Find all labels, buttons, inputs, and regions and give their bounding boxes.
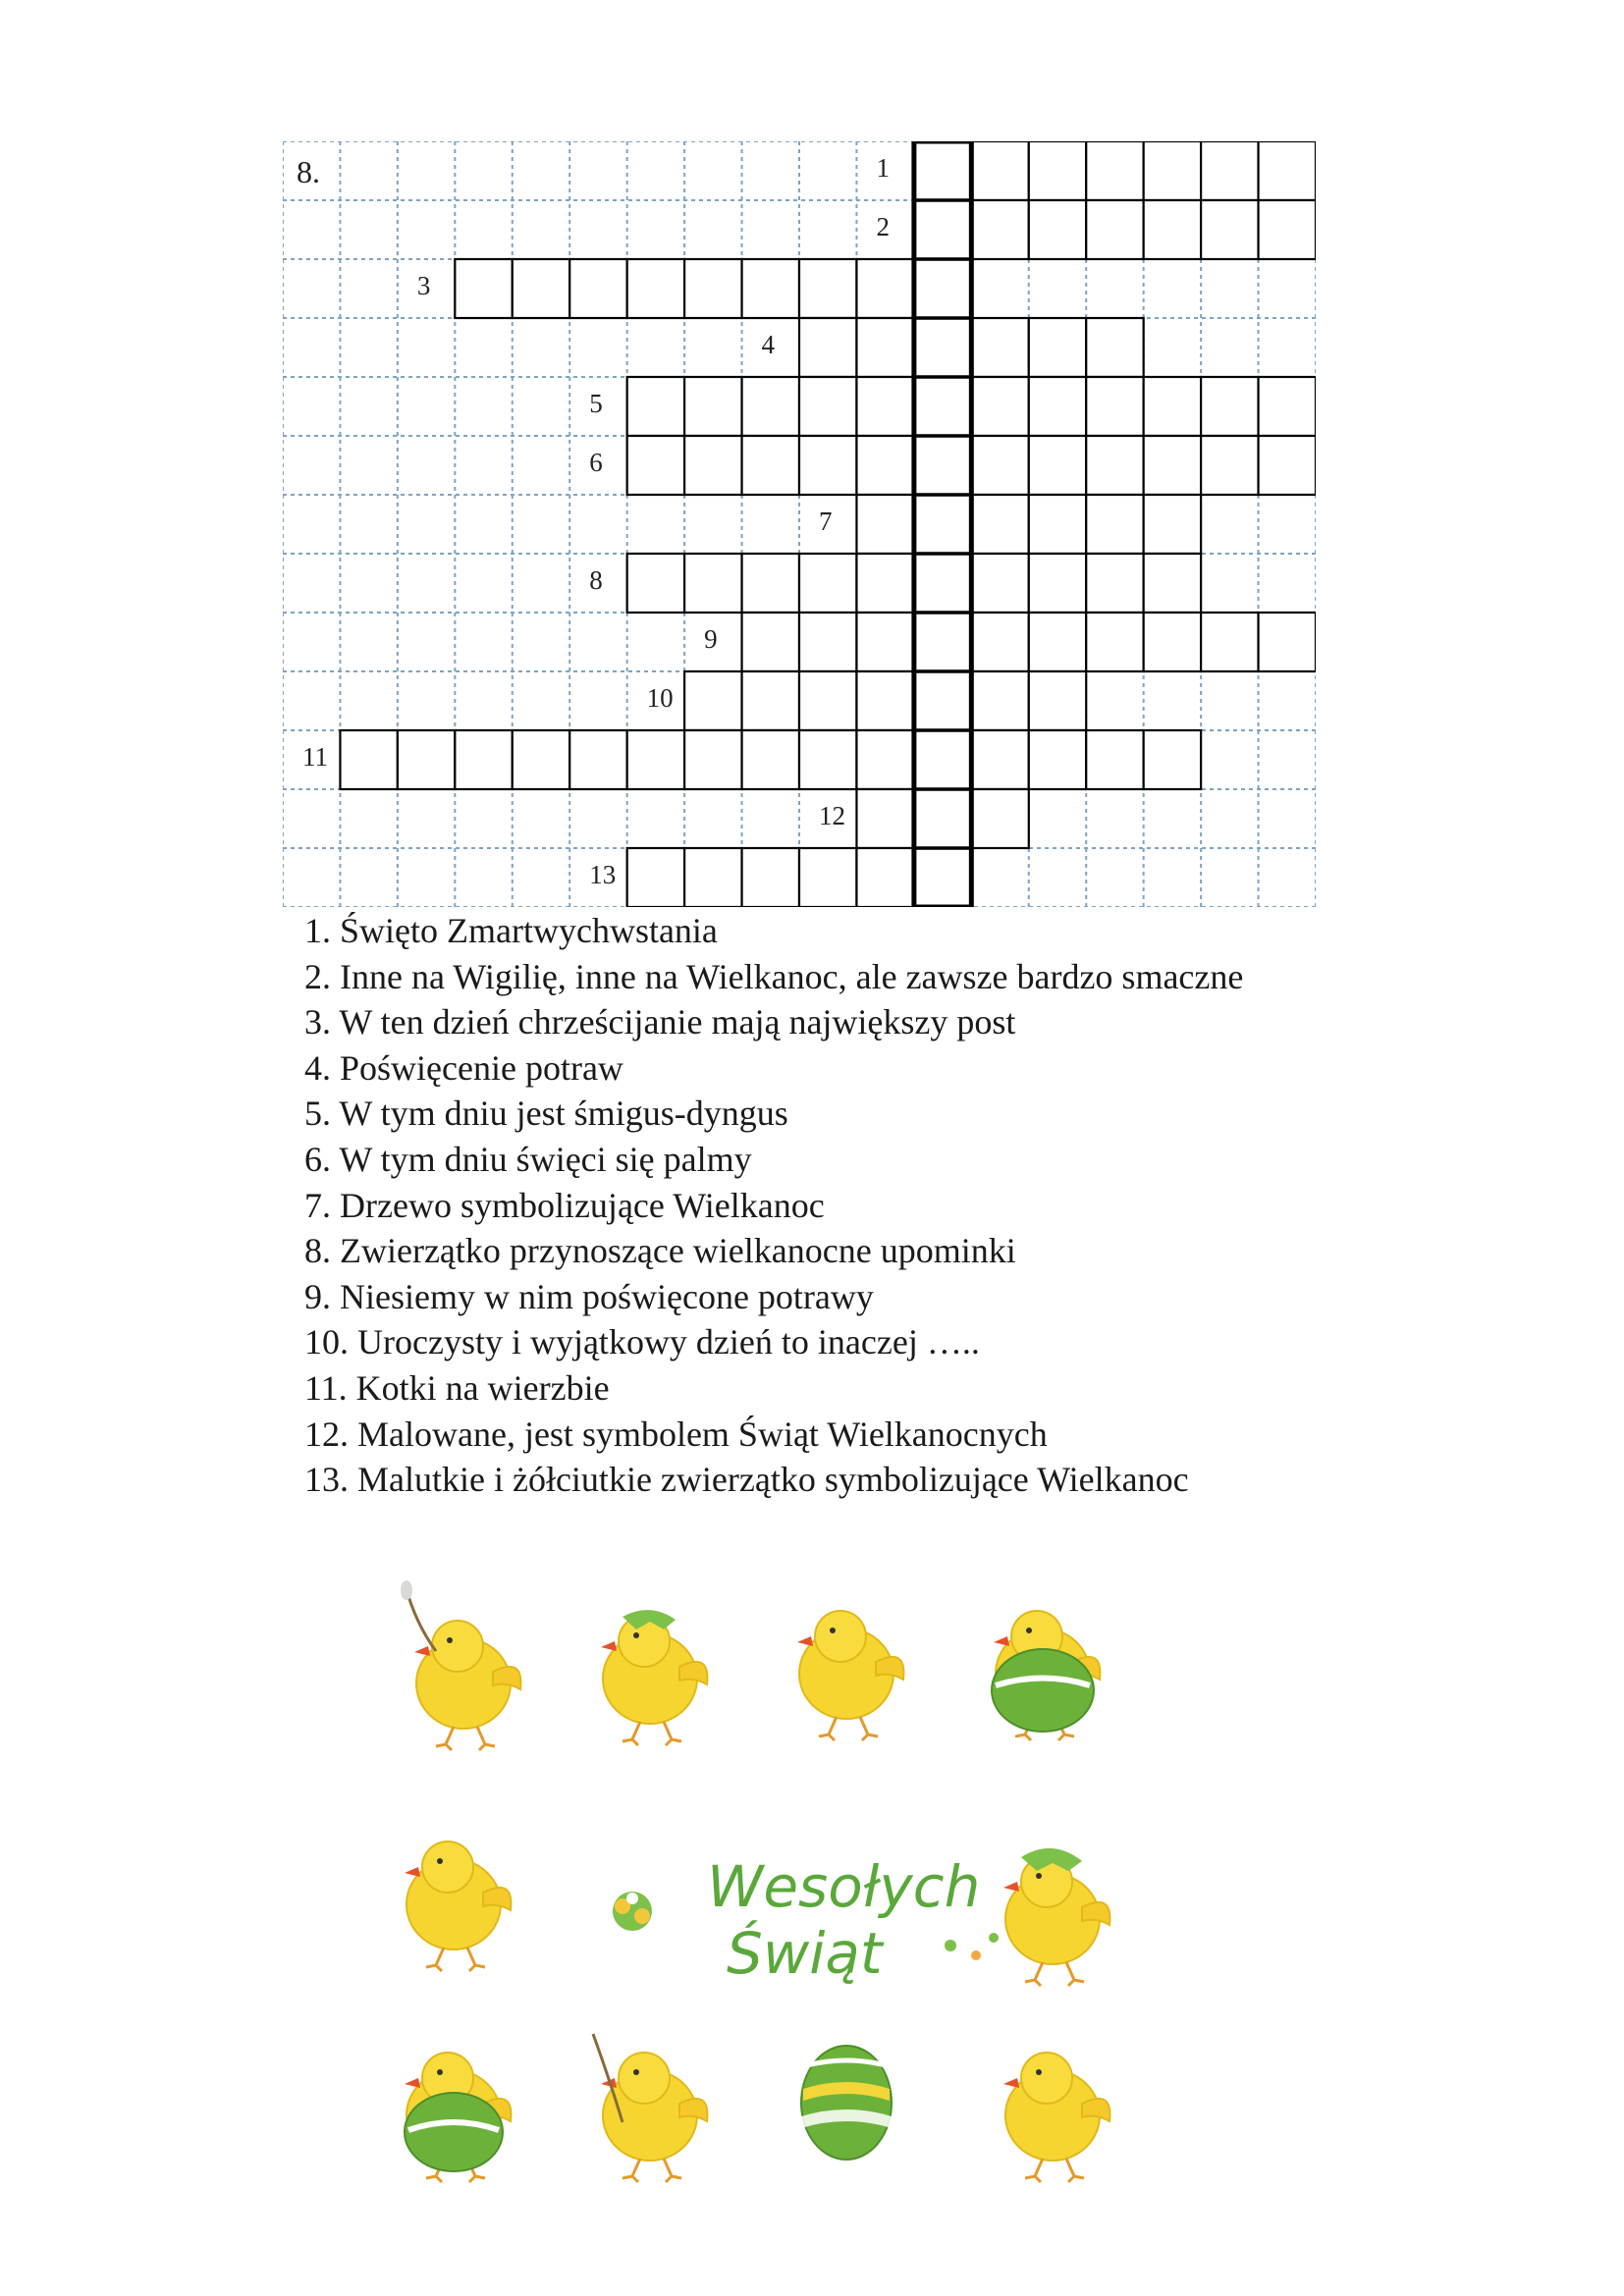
answer-cell-7-5[interactable] (1086, 495, 1143, 554)
green-egg-shell-1 (992, 1649, 1094, 1732)
answer-cell-10-5[interactable] (914, 671, 971, 730)
answer-cell-3-5[interactable] (684, 259, 741, 318)
answer-cell-4-2[interactable] (856, 318, 913, 377)
answer-cell-5-6[interactable] (914, 377, 971, 436)
answer-cell-11-13[interactable] (1029, 730, 1086, 789)
answer-cell-11-8[interactable] (742, 730, 799, 789)
crossword-grid (283, 141, 1316, 907)
green-egg-shell-2 (405, 2093, 503, 2171)
answer-cell-8-5[interactable] (856, 554, 913, 613)
answer-cell-13-5[interactable] (856, 848, 913, 907)
answer-cell-3-7[interactable] (799, 259, 856, 318)
chick-with-catkin-1 (414, 1621, 520, 1750)
answer-cell-6-10[interactable] (1144, 436, 1201, 495)
answer-cell-3-4[interactable] (627, 259, 684, 318)
answer-cell-6-9[interactable] (1086, 436, 1143, 495)
answer-cell-11-7[interactable] (684, 730, 741, 789)
answer-cell-9-4[interactable] (914, 613, 971, 671)
answer-cell-8-7[interactable] (971, 554, 1028, 613)
row-number-11: 11 (302, 742, 328, 772)
clue-9: 9. Niesiemy w nim poświęcone potrawy (304, 1276, 874, 1316)
clue-11: 11. Kotki na wierzbie (304, 1367, 610, 1408)
answer-cell-9-7[interactable] (1086, 613, 1143, 671)
answer-cell-5-2[interactable] (684, 377, 741, 436)
answer-cell-9-1[interactable] (742, 613, 799, 671)
row-number-4: 4 (761, 330, 776, 359)
answer-cell-13-3[interactable] (742, 848, 799, 907)
answer-cell-6-2[interactable] (684, 436, 741, 495)
answer-cell-11-12[interactable] (971, 730, 1028, 789)
answer-cell-11-14[interactable] (1086, 730, 1143, 789)
row-number-1: 1 (876, 153, 890, 183)
answer-cell-4-4[interactable] (971, 318, 1028, 377)
answer-cell-8-6[interactable] (914, 554, 971, 613)
answer-cell-1-4[interactable] (1086, 141, 1143, 200)
answer-cell-1-2[interactable] (971, 141, 1028, 200)
answer-cell-11-5[interactable] (569, 730, 626, 789)
row-number-12: 12 (819, 801, 845, 830)
row-number-2: 2 (876, 212, 890, 241)
answer-cell-10-2[interactable] (742, 671, 799, 730)
answer-cell-13-1[interactable] (627, 848, 684, 907)
answer-cell-2-7[interactable] (1259, 200, 1316, 259)
greeting-line-1: Wesołych (707, 1853, 981, 1920)
clue-8: 8. Zwierzątko przynoszące wielkanocne upominki (304, 1231, 1016, 1271)
answer-cell-5-4[interactable] (799, 377, 856, 436)
row-number-3: 3 (416, 271, 431, 300)
answer-cell-9-10[interactable] (1259, 613, 1316, 671)
clue-5: 5. W tym dniu jest śmigus-dyngus (304, 1094, 788, 1134)
answer-cell-5-1[interactable] (627, 377, 684, 436)
catkin-bud-1 (401, 1580, 412, 1600)
answer-cell-9-8[interactable] (1144, 613, 1201, 671)
answer-cell-11-3[interactable] (455, 730, 512, 789)
answer-cell-6-11[interactable] (1201, 436, 1258, 495)
answer-cell-2-3[interactable] (1029, 200, 1086, 259)
answer-cell-6-5[interactable] (856, 436, 913, 495)
answer-cell-11-10[interactable] (856, 730, 913, 789)
answer-cell-11-15[interactable] (1144, 730, 1201, 789)
answer-cell-1-5[interactable] (1144, 141, 1201, 200)
answer-cell-8-10[interactable] (1144, 554, 1201, 613)
answer-cell-13-6[interactable] (914, 848, 971, 907)
answer-cell-5-10[interactable] (1144, 377, 1201, 436)
answer-cell-1-1[interactable] (914, 141, 971, 200)
answer-cell-8-8[interactable] (1029, 554, 1086, 613)
answer-cell-5-11[interactable] (1201, 377, 1258, 436)
clue-6: 6. W tym dniu święci się palmy (304, 1139, 752, 1179)
clue-list (304, 908, 1483, 1503)
answer-cell-10-3[interactable] (799, 671, 856, 730)
answer-cell-1-6[interactable] (1201, 141, 1258, 200)
chick-5 (1003, 1856, 1110, 1986)
answer-cell-13-2[interactable] (684, 848, 741, 907)
clue-12: 12. Malowane, jest symbolem Świąt Wielkanocnych (304, 1414, 1048, 1454)
chick-6 (1003, 2053, 1110, 2182)
answer-cell-6-4[interactable] (799, 436, 856, 495)
flower-bouquet (613, 1892, 652, 1931)
chick-4 (405, 1842, 511, 1971)
row-number-5: 5 (589, 389, 603, 418)
answer-cell-4-1[interactable] (799, 318, 856, 377)
answer-cell-12-3[interactable] (971, 789, 1028, 848)
clue-4: 4. Poświęcenie potraw (304, 1047, 623, 1088)
answer-cell-5-9[interactable] (1086, 377, 1143, 436)
answer-cell-6-8[interactable] (1029, 436, 1086, 495)
answer-cell-8-4[interactable] (799, 554, 856, 613)
answer-cell-3-1[interactable] (455, 259, 512, 318)
easter-chicks-illustration (365, 1573, 1190, 2191)
answer-cell-9-6[interactable] (1029, 613, 1086, 671)
row-number-10: 10 (646, 683, 674, 713)
corner-label: 8. (297, 154, 320, 189)
answer-cell-9-5[interactable] (971, 613, 1028, 671)
answer-cell-2-5[interactable] (1144, 200, 1201, 259)
answer-cell-5-12[interactable] (1259, 377, 1316, 436)
answer-cell-3-6[interactable] (742, 259, 799, 318)
answer-cell-10-7[interactable] (1029, 671, 1086, 730)
clue-2: 2. Inne na Wigilię, inne na Wielkanoc, ale zawsze bardzo smaczne (304, 956, 1244, 996)
answer-cell-8-9[interactable] (1086, 554, 1143, 613)
answer-cell-11-1[interactable] (340, 730, 397, 789)
answer-cell-10-4[interactable] (856, 671, 913, 730)
answer-cell-8-1[interactable] (627, 554, 684, 613)
answer-cell-6-1[interactable] (627, 436, 684, 495)
answer-cell-11-9[interactable] (799, 730, 856, 789)
answer-cell-11-4[interactable] (513, 730, 569, 789)
answer-cell-4-3[interactable] (914, 318, 971, 377)
answer-cell-10-6[interactable] (971, 671, 1028, 730)
small-flowers (945, 1933, 999, 1960)
chick-with-catkin-2 (601, 2053, 707, 2182)
answer-cell-7-6[interactable] (1144, 495, 1201, 554)
clue-10: 10. Uroczysty i wyjątkowy dzień to inaczej ….. (304, 1322, 980, 1362)
answer-cell-5-8[interactable] (1029, 377, 1086, 436)
answer-cell-9-9[interactable] (1201, 613, 1258, 671)
chick-3 (797, 1611, 903, 1740)
chick-2 (601, 1616, 707, 1745)
answer-cell-2-4[interactable] (1086, 200, 1143, 259)
answer-cell-13-4[interactable] (799, 848, 856, 907)
row-number-7: 7 (819, 507, 833, 536)
answer-cell-7-2[interactable] (914, 495, 971, 554)
greeting-text (707, 1853, 980, 1987)
answer-cell-3-3[interactable] (569, 259, 626, 318)
answer-cell-4-5[interactable] (1029, 318, 1086, 377)
answer-cell-11-11[interactable] (914, 730, 971, 789)
answer-cell-5-3[interactable] (742, 377, 799, 436)
clue-7: 7. Drzewo symbolizujące Wielkanoc (304, 1185, 825, 1225)
answer-cell-2-2[interactable] (971, 200, 1028, 259)
answer-cell-2-6[interactable] (1201, 200, 1258, 259)
answer-cell-1-7[interactable] (1259, 141, 1316, 200)
decorated-egg (801, 2046, 892, 2160)
row-number-13: 13 (589, 860, 617, 889)
answer-cell-12-2[interactable] (914, 789, 971, 848)
answer-cell-8-3[interactable] (742, 554, 799, 613)
answer-cell-1-3[interactable] (1029, 141, 1086, 200)
answer-cell-6-6[interactable] (914, 436, 971, 495)
answer-cell-2-1[interactable] (914, 200, 971, 259)
answer-cell-9-2[interactable] (799, 613, 856, 671)
answer-cell-11-6[interactable] (627, 730, 684, 789)
greeting-line-2: Świąt (727, 1920, 883, 1987)
answer-cell-6-3[interactable] (742, 436, 799, 495)
answer-cell-4-6[interactable] (1086, 318, 1143, 377)
clue-3: 3. W ten dzień chrześcijanie mają największy post (304, 1002, 1016, 1042)
answer-cell-3-8[interactable] (856, 259, 913, 318)
clue-1: 1. Święto Zmartwychwstania (304, 911, 718, 950)
answer-cell-10-1[interactable] (684, 671, 741, 730)
answer-cell-5-7[interactable] (971, 377, 1028, 436)
answer-cell-7-1[interactable] (856, 495, 913, 554)
row-number-9: 9 (704, 624, 718, 654)
answer-cell-5-5[interactable] (856, 377, 913, 436)
answer-cell-7-3[interactable] (971, 495, 1028, 554)
answer-cell-6-7[interactable] (971, 436, 1028, 495)
answer-cell-7-4[interactable] (1029, 495, 1086, 554)
row-number-8: 8 (589, 565, 603, 595)
answer-cell-6-12[interactable] (1259, 436, 1316, 495)
row-number-6: 6 (589, 448, 603, 477)
answer-cell-8-2[interactable] (684, 554, 741, 613)
clue-13: 13. Malutkie i żółciutkie zwierzątko symbolizujące Wielkanoc (304, 1460, 1189, 1500)
answer-cell-12-1[interactable] (856, 789, 913, 848)
answer-cell-11-2[interactable] (398, 730, 455, 789)
answer-cell-9-3[interactable] (856, 613, 913, 671)
answer-cell-3-2[interactable] (513, 259, 569, 318)
